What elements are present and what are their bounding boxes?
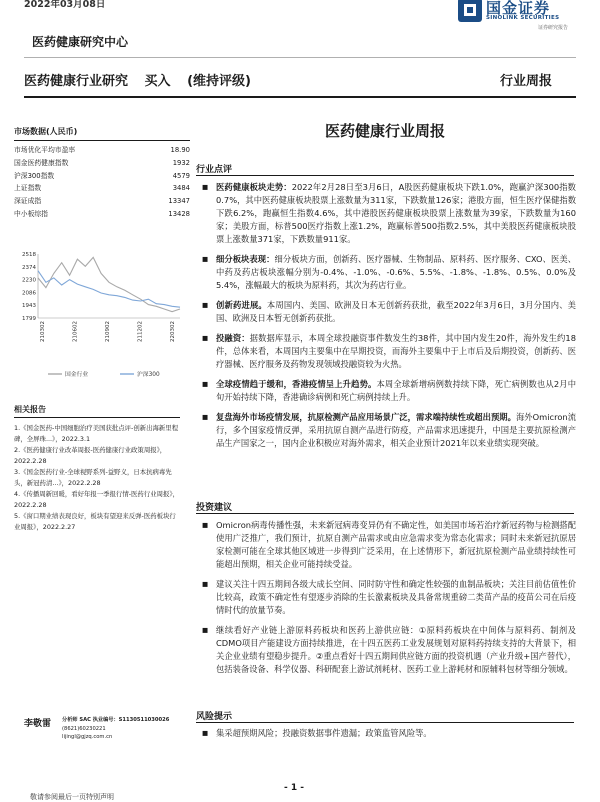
- market-data-value: 13428: [168, 209, 190, 218]
- bullet-heading: 投融资：: [216, 333, 250, 343]
- bullet-heading: 全球疫情趋于缓和，香港疫情呈上升趋势。: [216, 379, 377, 389]
- report-heading: [24, 70, 263, 89]
- section-divider-risks: [196, 722, 574, 723]
- heading-divider: [24, 96, 576, 98]
- market-data-panel: [14, 126, 190, 221]
- analyst-name: 李敬雷: [24, 719, 52, 729]
- bullet-heading: 复盘海外市场疫情发展，抗原检测产品应用场景广泛，需求端持续性或超出预期。: [216, 412, 516, 422]
- comments-item: [196, 253, 576, 292]
- market-data-value: 4579: [172, 171, 190, 180]
- advice-item: ■ Omicron病毒传播性强，未来新冠病毒变异仍有不确定性，如美国市场若治疗新冠药物与检测搭配使用广泛推广，我们预计，抗原自测产品需求或由应急需求变为常态化需求；同时未来新冠抗原居家检测可能在全球其他区域进一步得到广泛采用，在上述情形下，新冠抗原检测产品业绩持续性可能超出预期，相关企业可能持续受益。: [196, 519, 576, 571]
- related-reports-divider: [14, 417, 180, 418]
- bullet-heading: 细分板块表现：: [216, 254, 275, 264]
- market-data-value: 1932: [172, 158, 190, 167]
- section-divider-comments: [196, 175, 574, 176]
- bullet-body: 本周国内、美国、欧洲及日本无创新药获批，截至2022年3月6日，3月分国内、美国、欧洲及日本暂无创新药获批。: [216, 300, 576, 323]
- risks-item: ■ 集采超预期风险；投融资数据事件遗漏；政策监管风险等。: [196, 727, 576, 740]
- section-title-comments: 行业点评: [196, 165, 233, 175]
- market-data-row: [14, 170, 190, 183]
- chart-series-line: [38, 271, 180, 308]
- chart-y-tick-label: 1799: [22, 316, 36, 322]
- advice-item: ■ 继续看好产业链上游原料药板块和医药上游供应链：①原料药板块在中间体与原料药、制剂及CDMO项目产能建设方面持续推进，在十四五医药工业发展规划对原料药持续支持的大背景下，相关企业业绩有望稳步提升。②重点看好十四五期间供应链方面的投资机遇（产业升级+国产替代），包括装备设备、科学仪器、科研配套上游试剂耗材、医药工业上游耗材和原辅料包材等细分领域。: [196, 624, 576, 676]
- advice-item: ■ 建议关注十四五期间各级大成长空间、同时防守性和确定性较强的血制品板块；关注目前估值性价比较高，政策不确定性有望逐步消除的生长激素板块及具备常规重磅二类苗产品的疫苗公司在后疫情时代的放量节奏。: [196, 578, 576, 617]
- market-data-label: 市场优化平均市盈率: [14, 146, 76, 154]
- market-data-label: 国金医药健康指数: [14, 158, 69, 167]
- report-date: 2022年03月08日: [24, 0, 106, 10]
- industry-name: 医药健康行业研究: [24, 74, 129, 89]
- market-data-value: 18.90: [170, 146, 190, 154]
- chart-y-tick-label: 2086: [22, 290, 36, 297]
- related-reports-list: [14, 423, 180, 533]
- comments-item: [196, 411, 576, 450]
- comments-item: [196, 181, 576, 246]
- market-data-value: 3484: [172, 184, 190, 193]
- section-title-advice: 投资建议: [196, 503, 233, 513]
- logo-subtitle: 证券研究报告: [538, 25, 569, 31]
- market-data-label: 上证指数: [14, 184, 42, 193]
- market-data-row: [14, 157, 190, 170]
- analyst-info: [62, 716, 169, 742]
- disclaimer: 敬请参阅最后一页特别声明: [30, 793, 114, 801]
- company-logo: [458, 0, 588, 34]
- bullet-body: 海外Omicron流行，多个国家疫情反弹，采用抗原自测产品进行防疫，产品需求迅速提升，中国是主要抗原检测产品生产国家之一，国内企业积极应对海外需求，相关企业预计2021年以来业绩实现突破。: [216, 412, 576, 448]
- bullet-heading: 医药健康板块走势：: [216, 182, 292, 192]
- related-report-item[interactable]: 3.《国金医药行业-全球视野系列-益野义，日本抗病毒先头，新冠药清...》，2022.2.28: [14, 468, 172, 487]
- logo-name-en: SINOLINK SECURITIES: [486, 15, 560, 21]
- chart-y-tick-label: 1943: [22, 303, 36, 310]
- rating: 买入: [144, 74, 171, 89]
- chart-y-tick-label: 2518: [22, 252, 36, 258]
- chart-x-tick-label: 210302: [40, 321, 46, 342]
- market-data-title: 市场数据(人民币): [14, 127, 78, 136]
- bullet-heading: 创新药进展。: [216, 300, 267, 310]
- comments-item: [196, 299, 576, 325]
- chart-y-tick-label: 2374: [22, 264, 36, 271]
- market-data-table: [14, 144, 190, 221]
- bullet-body: 据数据库显示，本周全球投融资事件数发生约38件，其中国内发生20件，海外发生约18件，总体来看，本周国内主要集中在早期投资，而海外主要集中于上市后及后期投资，创新药、医疗器械、医疗服务及药物发现领域投融资较为火热。: [216, 333, 576, 369]
- section-divider-advice: [196, 513, 574, 514]
- market-data-divider: [14, 140, 190, 141]
- market-data-row: [14, 208, 190, 221]
- comments-item: [196, 378, 576, 404]
- index-trend-chart: [14, 248, 190, 384]
- market-data-value: 13347: [168, 197, 190, 206]
- bullet-body: 2022年2月28日至3月6日，A股医药健康板块下跌1.0%，跑赢沪深300指数0.7%，其中医药健康板块股票上涨数量为311家，下跌数量126家；港股方面，恒生医疗保健指数下跌6.2%，跑赢恒生指数4.6%，其中港股医药健康板块股票上涨数量为39家，下跌数量为160家；美股方面，标普500医疗指数上涨1.2%，跑赢标普500指数2.5%，其中美股医药健康板块股票上涨数量371家，下跌数量911家。: [216, 182, 576, 244]
- bullet-body: 本周全球新增病例数持续下降，死亡病例数也从2月中旬开始持续下降，香港确诊病例和死亡病例持续上升。: [216, 379, 576, 402]
- market-data-row: [14, 195, 190, 208]
- logo-mark-icon: [458, 0, 482, 22]
- related-reports-title: 相关报告: [14, 405, 46, 414]
- rating-note: (维持评级): [187, 74, 251, 89]
- analyst-role: 分析师 SAC 执业编号：S1130511030026: [62, 717, 170, 723]
- related-report-item[interactable]: 5.《窗口期业绩表现良好，板块有望迎来反弹-医药板块行业周报》，2022.2.27: [14, 512, 176, 531]
- section-title-risks: 风险提示: [196, 712, 233, 722]
- logo-name-cn: 国金证券: [486, 0, 551, 17]
- market-data-row: [14, 182, 190, 195]
- related-report-item[interactable]: 4.《传播周新回暖，看好年报一季报行情-医药行业周报》，2022.2.28: [14, 490, 179, 509]
- comments-item: [196, 332, 576, 371]
- chart-x-tick-label: 211202: [137, 321, 144, 342]
- chart-legend-label: 沪深300: [137, 372, 160, 378]
- related-report-item[interactable]: 2.《医药健康行业改革周报-医药健康行业政策周报》，2022.2.28: [14, 446, 167, 465]
- related-report-item[interactable]: 1.《国金医药-中国细胞治疗美国获批点评-创新出海新里程碑，全屏珠...》，2022.3.1: [14, 424, 179, 443]
- header-divider: [24, 57, 576, 58]
- chart-legend-label: 国金行业: [65, 372, 89, 378]
- page-number: - 1 -: [284, 783, 304, 793]
- report-type: 行业周报: [500, 74, 553, 89]
- analyst-phone: (8621)60230221: [62, 725, 106, 732]
- chart-x-tick-label: 210602: [72, 321, 79, 342]
- market-data-label: 深证成指: [14, 197, 42, 206]
- advice-list: [196, 519, 576, 683]
- analyst-email[interactable]: lijingl@gjzq.com.cn: [62, 734, 113, 740]
- bullet-body: 细分板块方面，创新药、医疗器械、生物制品、原料药、医疗服务、CXO、医美、中药及药店板块涨幅分别为-0.4%、-1.0%、-0.6%、5.5%、-1.8%、-1.8%、0.5%、0.0%及5.4%，涨幅最大的板块为原料药，其次为药店行业。: [216, 254, 576, 290]
- risks-list: [196, 727, 576, 747]
- chart-x-tick-label: 210902: [105, 321, 111, 342]
- market-data-row: [14, 144, 190, 157]
- comments-list: [196, 181, 576, 457]
- chart-x-tick-label: 220302: [170, 321, 176, 342]
- research-center: 医药健康研究中心: [32, 35, 129, 49]
- document-title: 医药健康行业周报: [324, 122, 445, 140]
- market-data-label: 中小板综指: [14, 209, 48, 218]
- chart-y-tick-label: 2230: [22, 277, 36, 284]
- market-data-label: 沪深300指数: [14, 171, 55, 180]
